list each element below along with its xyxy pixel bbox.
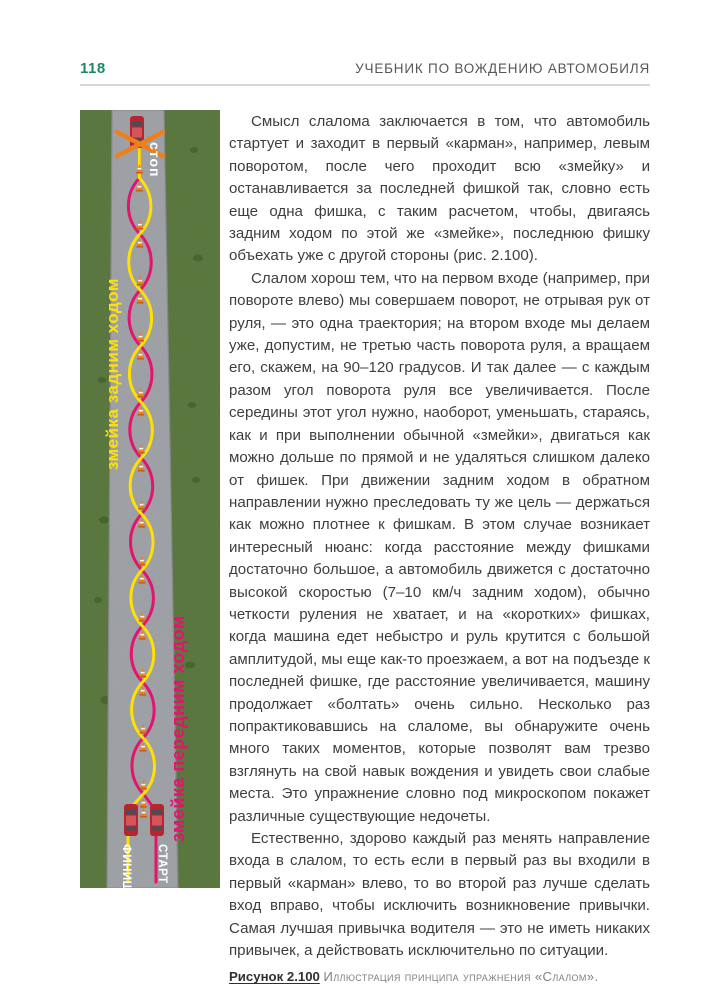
stop-label: стоп [147, 142, 163, 178]
finish-car [124, 804, 138, 836]
start-car [150, 804, 164, 836]
slalom-figure [80, 110, 220, 893]
paragraph: Слалом хорош тем, что на первом входе (например, при повороте влево) мы совершаем поворот, не отрывая рук от руля, — это одна траектория; на втором входе мы делаем уже, допустим, не третью часть поворота руля, а вращаем его, скажем, на 90–120 градусов. И так далее — с каждым разом угол поворота руля все увеличивается. После середины этот угол нужно, наоборот, уменьшать, стараясь, как и при выполнении обычной «змейки», двигаться как можно дольше по прямой и не удаляться слишком далеко от фишек. При движении задним ходом в обратном направлении нужно преследовать ту же цель — держаться как можно плотнее к фишкам. В этом случае возникает интересный нюанс: когда расстояние между фишками достаточно большое, а автомобиль движется с достаточно высокой скоростью (7–10 км/ч задним ходом), обычно четкости руления не хватает, и на «коротких» фишках, когда машина едет небыстро и руль крутится с большой амплитудой, мы еще как-то проезжаем, а вот на подъезде к последней фишке, где расстояние увеличивается, машину продолжает «болтать» очень сильно. Несколько раз попрактиковавшись на слаломе, вы обнаружите очень много таких моментов, которые позволят вам трезво взглянуть на свой навык вождения и увидеть свои слабые места. Это упражнение словно под микроскопом покажет различные существующие недочеты. [229, 269, 650, 825]
reverse-snake-label: змейка задним ходом [103, 278, 122, 470]
finish-label: ФИНИШ [120, 844, 132, 888]
page-header [80, 60, 650, 86]
paragraph: Естественно, здорово каждый раз менять направление входа в слалом, то есть если в первый раз вы входили в первый «карман» влево, то во второй раз лучше сделать вход вправо, чтобы исключить возникновение привычки. Самая лучшая привычка водителя — это не иметь никаких привычек, а действовать исключительно по ситуации. [229, 830, 650, 960]
article-text [229, 110, 650, 962]
running-head-title: УЧЕБНИК ПО ВОЖДЕНИЮ АВТОМОБИЛЯ [355, 61, 650, 76]
figure-caption [229, 968, 650, 985]
figure-caption-text: Иллюстрация принципа упражнения «Слалом». [323, 969, 599, 985]
forward-snake-label: змейка передним ходом [168, 615, 188, 842]
page-content [80, 110, 650, 962]
page-number: 118 [80, 60, 106, 77]
figure-caption-label: Рисунок 2.100 [229, 969, 320, 985]
start-label: СТАРТ [156, 844, 168, 884]
slalom-illustration [80, 110, 220, 888]
paragraph: Смысл слалома заключается в том, что автомобиль стартует и заходит в первый «карман», например, левым поворотом, после чего проходит всю «змейку» и останавливается за последней фишкой так, словно есть еще одна фишка, с таким расчетом, чтобы, двигаясь задним ходом по этой же «змейке», последнюю фишку объехать уже с другой стороны (рис. 2.100). [229, 113, 650, 265]
